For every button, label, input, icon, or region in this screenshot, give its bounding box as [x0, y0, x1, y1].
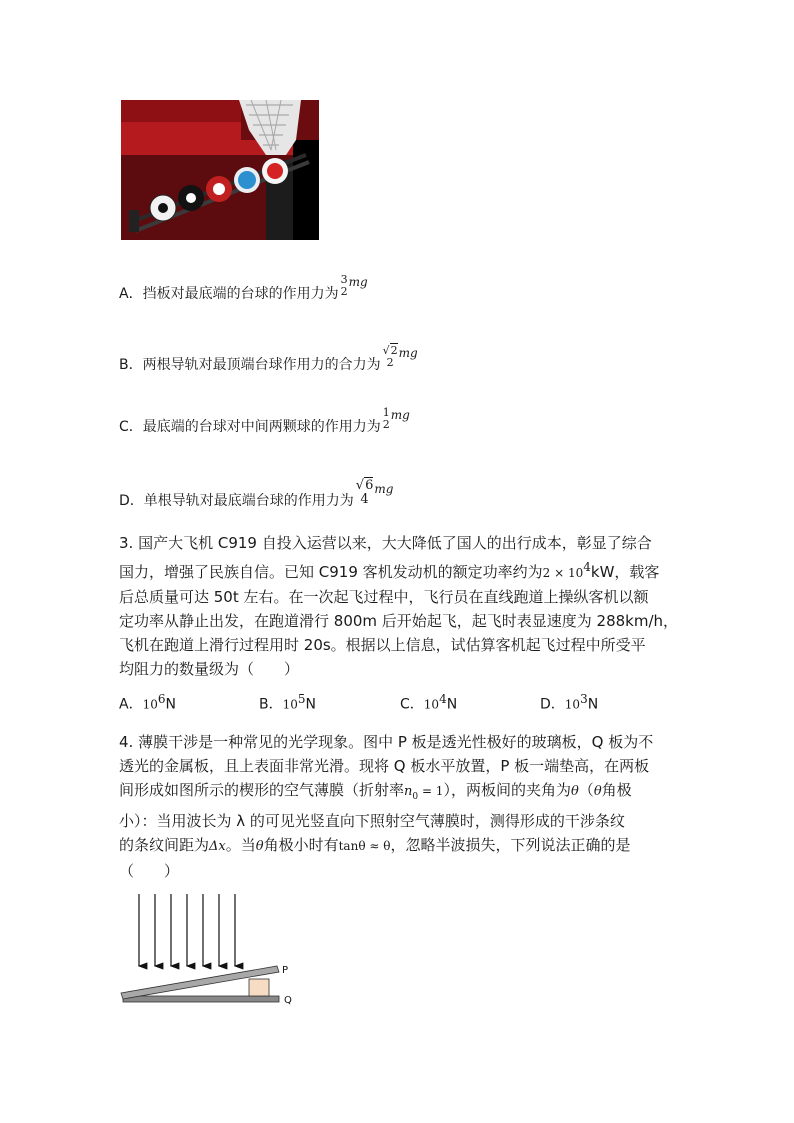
question-4 — [119, 730, 679, 883]
label-p: P — [282, 965, 289, 976]
option-d-label: D． — [119, 493, 144, 509]
q4-line-1: 4. 薄膜干涉是一种常见的光学现象。图中 P 板是透光性极好的玻璃板，Q 板为不 — [119, 733, 654, 751]
q4-line-5: 的条纹间距为Δx。当θ角极小时有tanθ ≈ θ，忽略半波损失，下列说法正确的是 — [119, 836, 631, 854]
unit-mg: mg — [374, 482, 394, 496]
q3-option-a[interactable]: A．$10^6N$ — [119, 692, 176, 713]
fraction: √2 2 — [382, 344, 398, 369]
q4-line-3: 间形成如图所示的楔形的空气薄膜（折射率$n_0 = 1$），两板间的夹角为θ（θ角极 — [119, 781, 632, 802]
option-a-label: A． — [119, 286, 143, 302]
option-c[interactable] — [119, 406, 410, 439]
q4-line-2: 透光的金属板，且上表面非常光滑。现将 Q 板水平放置，P 板一端垫高，在两板 — [119, 757, 650, 775]
option-b-label: B． — [119, 357, 143, 373]
q3-line-4: 定功率从静止出发，在跑道滑行 800m 后开始起飞，起飞时表显速度为 288km/h， — [119, 612, 679, 630]
option-c-text: 最底端的台球对中间两颗球的作用力为 — [142, 419, 381, 435]
option-d[interactable] — [119, 478, 394, 515]
option-b[interactable] — [119, 344, 418, 377]
option-c-label: C． — [119, 419, 143, 435]
q3-option-d[interactable]: D．$10^3N$ — [540, 692, 599, 713]
thin-film-diagram — [115, 890, 305, 1010]
unit-mg: mg — [398, 346, 418, 360]
q3-line-5: 飞机在跑道上滑行过程用时 20s。根据以上信息，试估算客机起飞过程中所受平 — [119, 636, 646, 654]
q3-option-c[interactable]: C．$10^4N$ — [400, 692, 458, 713]
q4-line-6: （ ） — [119, 862, 180, 880]
q3-line-6: 均阻力的数量级为（ ） — [119, 660, 300, 678]
option-a-text: 挡板对最底端的台球的作用力为 — [142, 286, 339, 302]
q3-option-b[interactable]: B．$10^5N$ — [259, 692, 317, 713]
label-q: Q — [284, 995, 292, 1006]
unit-mg: mg — [390, 408, 410, 422]
unit-mg: mg — [348, 275, 368, 289]
option-b-text: 两根导轨对最顶端台球作用力的合力为 — [142, 357, 381, 373]
q3-line-3: 后总质量可达 50t 左右。在一次起飞过程中，飞行员在直线跑道上操纵客机以额 — [119, 588, 649, 606]
q3-line-1: 3. 国产大飞机 C919 自投入运营以来，大大降低了国人的出行成本，彰显了综合 — [119, 534, 652, 552]
option-a[interactable] — [119, 273, 368, 306]
q4-line-4: 小）：当用波长为 λ 的可见光竖直向下照射空气薄膜时，测得形成的干涉条纹 — [119, 812, 625, 830]
question-3 — [119, 531, 679, 681]
fraction: 3 2 — [340, 273, 348, 298]
fraction: 1 2 — [382, 406, 390, 431]
billiard-photo — [121, 100, 319, 240]
option-d-text: 单根导轨对最底端台球的作用力为 — [143, 493, 354, 509]
fraction: √6 4 — [355, 478, 374, 507]
q3-line-2: 国力，增强了民族自信。已知 C919 客机发动机的额定功率约为$2 \times 10^4kW$，载客 — [119, 560, 660, 581]
